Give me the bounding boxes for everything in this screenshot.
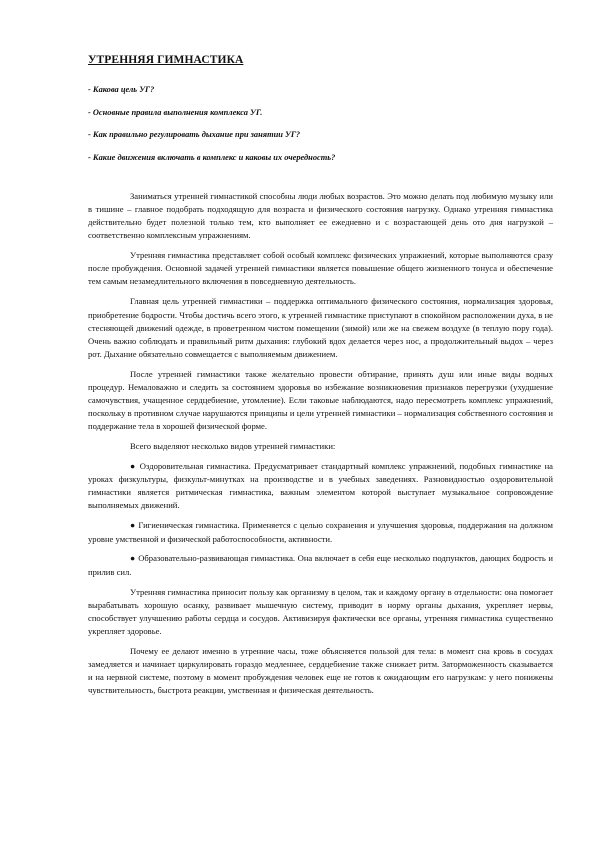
body-paragraph: Утренняя гимнастика приносит пользу как организму в целом, так и каждому органу в отдельности: она помогает вырабатывать хорошую осанку, развивает мышечную систему, приводит в норму органы дыхания, укрепляет нервы, способствует улучшению работы сердца и сосудов. Активизируя фактически все органы, утренняя гимнастика существенно укрепляет здоровье.: [88, 586, 553, 636]
body-paragraph: Утренняя гимнастика представляет собой особый комплекс физических упражнений, которые выполняются сразу после пробуждения. Основной задачей утренней гимнастики является повышение общего жизненного тонуса и обеспечение тем самым незамедлительного включения в повседневную деятельность.: [88, 250, 553, 287]
questions-list: [88, 85, 558, 175]
question-item: - Как правильно регулировать дыхание при занятии УГ?: [88, 130, 301, 139]
question-item: - Какова цель УГ?: [88, 85, 155, 94]
body-paragraph: После утренней гимнастики также желательно провести обтирание, принять душ или иные виды водных процедур. Немаловажно и следить за состоянием здоровья во избежание возникновения признаков перегрузки (ухудшение самочувствия, учащенное сердцебиение, утомление). Если таковые наблюдаются, надо пересмотреть комплекс упражнений, поскольку в противном случае нарушаются принципы и цели утренней гимнастики – нормализация собственного состояния и поддержание тела в хорошей физической форме.: [88, 368, 553, 432]
body-paragraph: Главная цель утренней гимнастики – поддержка оптимального физического состояния, нормализация здоровья, приобретение бодрости. Чтобы достичь всего этого, к утренней гимнастике приступают в спокойном расположении духа, в не стесняющей движений одежде, в проветренном чистом помещении (зимой) или же на свежем воздухе (в теплую пору года). Очень важно соблюдать и правильный ритм дыхания: глубокий вдох делается через нос, а продолжительный выдох – через рот. Дыхание обязательно совмещается с выполняемым движением.: [88, 296, 553, 359]
bullet-paragraph: ● Оздоровительная гимнастика. Предусматривает стандартный комплекс упражнений, подобных гимнастике на уроках физкультуры, физкульт-минутках на производстве и в учебных заведениях. Разновидностью оздоровительной гимнастики является ритмическая гимнастика, важным элементом которой выступает музыкальное сопровождение выполняемых движений.: [88, 461, 553, 511]
body-paragraph: Заниматься утренней гимнастикой способны люди любых возрастов. Это можно делать под любимую музыку или в тишине – главное подобрать подходящую для возраста и физического состояния нагрузку. Однако утренняя гимнастика действительно будет полезной только тем, кто выполняет ее ежедневно и с возрастающей день ото дня нагрузкой – соответственно комплексным упражнениям.: [88, 191, 553, 241]
body-paragraph: Почему ее делают именно в утренние часы, тоже объясняется пользой для тела: в момент сна кровь в сосудах замедляется и начинает циркулировать гораздо медленнее, сердцебиение также снижает ритм. Заторможенность сказывается и на нервной системе, поэтому в момент пробуждения человек еще не готов к ожидающим его нагрузкам: у него понижены чувствительность, быстрота реакции, умственная и физическая деятельность.: [88, 645, 553, 696]
bullet-paragraph: ● Гигиеническая гимнастика. Применяется с целью сохранения и улучшения здоровья, поддержания на должном уровне умственной и физической работоспособности, активности.: [88, 520, 553, 544]
document-body: [88, 190, 553, 704]
body-paragraph: Всего выделяют несколько видов утренней гимнастики:: [130, 441, 336, 452]
question-item: - Какие движения включать в комплекс и каковы их очередность?: [88, 152, 336, 162]
question-item: - Основные правила выполнения комплекса УГ.: [88, 107, 263, 117]
page-title: УТРЕННЯЯ ГИМНАСТИКА: [88, 54, 244, 66]
bullet-paragraph: ● Образовательно-развивающая гимнастика. Она включает в себя еще несколько подпунктов, дающих бодрость и прилив сил.: [88, 553, 553, 577]
